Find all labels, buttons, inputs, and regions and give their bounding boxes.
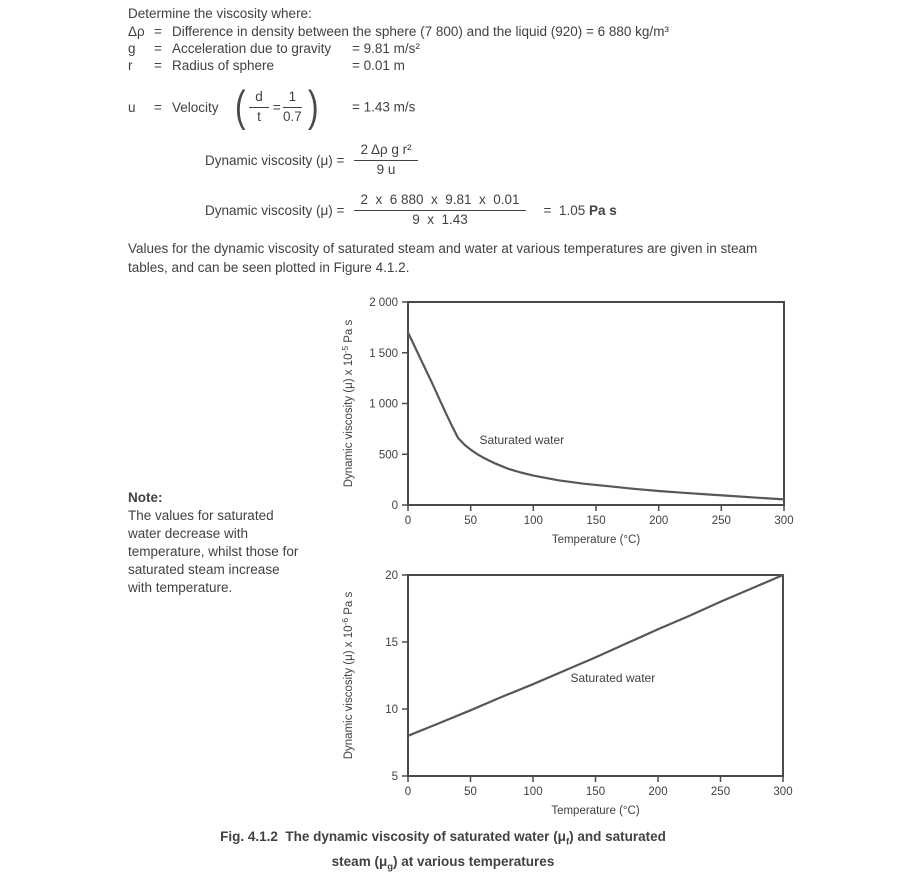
note-block (128, 489, 304, 597)
symbol-g: g (128, 41, 136, 56)
note-body: The values for saturated water decrease with temperature, whilst those for saturated steam increase with temperature. (128, 508, 299, 595)
definition-row-radius (128, 57, 828, 74)
svg-text:50: 50 (464, 515, 478, 527)
definition-row-gravity (128, 40, 828, 57)
svg-text:150: 150 (585, 786, 606, 798)
fraction-d-t (249, 89, 269, 126)
velocity-label: Velocity (172, 99, 219, 115)
open-paren: ( (234, 82, 246, 132)
result-unit: Pa s (588, 202, 617, 218)
svg-text:200: 200 (648, 786, 668, 798)
symbol-r: r (128, 58, 133, 73)
definitions-block (128, 23, 828, 74)
equals-sign: = (154, 99, 162, 115)
definition-value: = 0.01 m (352, 58, 405, 73)
symbol-delta-rho: Δρ (128, 24, 145, 39)
svg-text:250: 250 (710, 786, 731, 798)
equation-label: Dynamic viscosity (μ) = (205, 202, 345, 218)
svg-text:15: 15 (385, 637, 398, 649)
svg-text:200: 200 (649, 515, 669, 527)
fraction-numerator: 2 x 6 880 x 9.81 x 0.01 (354, 192, 525, 211)
svg-text:20: 20 (385, 570, 398, 582)
definition-text: Difference in density between the sphere (7 800) and the liquid (920) = 6 880 kg/m³ (172, 24, 669, 39)
fraction-numerator: 1 (283, 89, 303, 108)
fraction-numerator: d (249, 89, 269, 108)
fraction-numerator: 2 Δρ g r² (354, 142, 417, 161)
fraction-denominator: 9 x 1.43 (412, 211, 468, 227)
chart-saturated-steam-viscosity (330, 560, 810, 832)
svg-text:Dynamic viscosity (μ) x 10-5 P: Dynamic viscosity (μ) x $10^{-5}$ Pa s (340, 319, 355, 488)
svg-text:0: 0 (404, 786, 412, 798)
svg-text:2 000: 2 000 (369, 297, 398, 309)
svg-text:50: 50 (464, 786, 477, 798)
definition-text: Acceleration due to gravity (172, 41, 332, 56)
fraction-1-07 (283, 89, 303, 126)
chart-saturated-water-viscosity (330, 290, 810, 558)
velocity-result: = 1.43 m/s (352, 99, 416, 115)
equals-sign: = (272, 99, 281, 115)
definition-text: Radius of sphere (172, 58, 275, 73)
fraction-denominator: 0.7 (282, 108, 302, 124)
note-title: Note: (128, 490, 163, 505)
equals-sign: = (154, 41, 162, 56)
svg-text:10: 10 (385, 704, 398, 716)
svg-text:300: 300 (773, 786, 793, 798)
fraction-denominator: t (257, 108, 261, 124)
caption-line-2: steam $(\mu_g)$ at various temperatures (331, 853, 555, 873)
svg-text:150: 150 (586, 515, 606, 527)
svg-text:1 500: 1 500 (369, 347, 398, 360)
equation-fraction (354, 142, 417, 179)
viscosity-equation-numeric (205, 186, 617, 234)
svg-text:100: 100 (523, 515, 543, 527)
velocity-equation (128, 84, 688, 130)
svg-text:100: 100 (523, 786, 543, 798)
equation-label: Dynamic viscosity (μ) = (205, 152, 345, 168)
equation-result (544, 203, 617, 218)
fraction-denominator: 9 u (376, 161, 396, 177)
svg-text:1 000: 1 000 (369, 398, 398, 411)
equation-fraction (354, 192, 525, 229)
definition-value: = 9.81 m/s² (352, 41, 420, 56)
caption-line-1: Fig. 4.1.2 The dynamic viscosity of saturated water $(\mu_f)$ and saturated (220, 829, 666, 848)
svg-text:Dynamic viscosity (μ) x 10-6 P: Dynamic viscosity (μ) x $10^{-6}$ Pa s (340, 591, 355, 760)
figure-caption (118, 827, 768, 875)
svg-text:Temperature (°C): Temperature (°C) (551, 805, 640, 817)
definition-row-density (128, 23, 828, 40)
svg-text:Saturated water: Saturated water (479, 433, 565, 448)
svg-text:0: 0 (404, 515, 412, 527)
close-paren: ) (308, 82, 319, 132)
intro-heading: Determine the viscosity where: (128, 6, 312, 21)
viscosity-equation-symbolic (205, 136, 418, 184)
svg-text:0: 0 (391, 500, 398, 512)
svg-text:250: 250 (711, 515, 731, 527)
result-value: = 1.05 (543, 202, 589, 218)
subscript-f: f (565, 836, 570, 848)
equals-sign: = (154, 58, 162, 73)
svg-text:Temperature (°C): Temperature (°C) (551, 534, 641, 546)
svg-text:300: 300 (774, 515, 794, 527)
body-paragraph: Values for the dynamic viscosity of saturated steam and water at various temperatures are given in steam tables, and can be seen plotted in Figure 4.1.2. (128, 241, 758, 275)
svg-text:500: 500 (378, 449, 398, 462)
symbol-u: u (128, 99, 136, 115)
svg-text:Saturated water: Saturated water (570, 671, 656, 686)
equals-sign: = (154, 24, 162, 39)
svg-text:5: 5 (391, 771, 398, 783)
subscript-g: g (387, 861, 394, 873)
